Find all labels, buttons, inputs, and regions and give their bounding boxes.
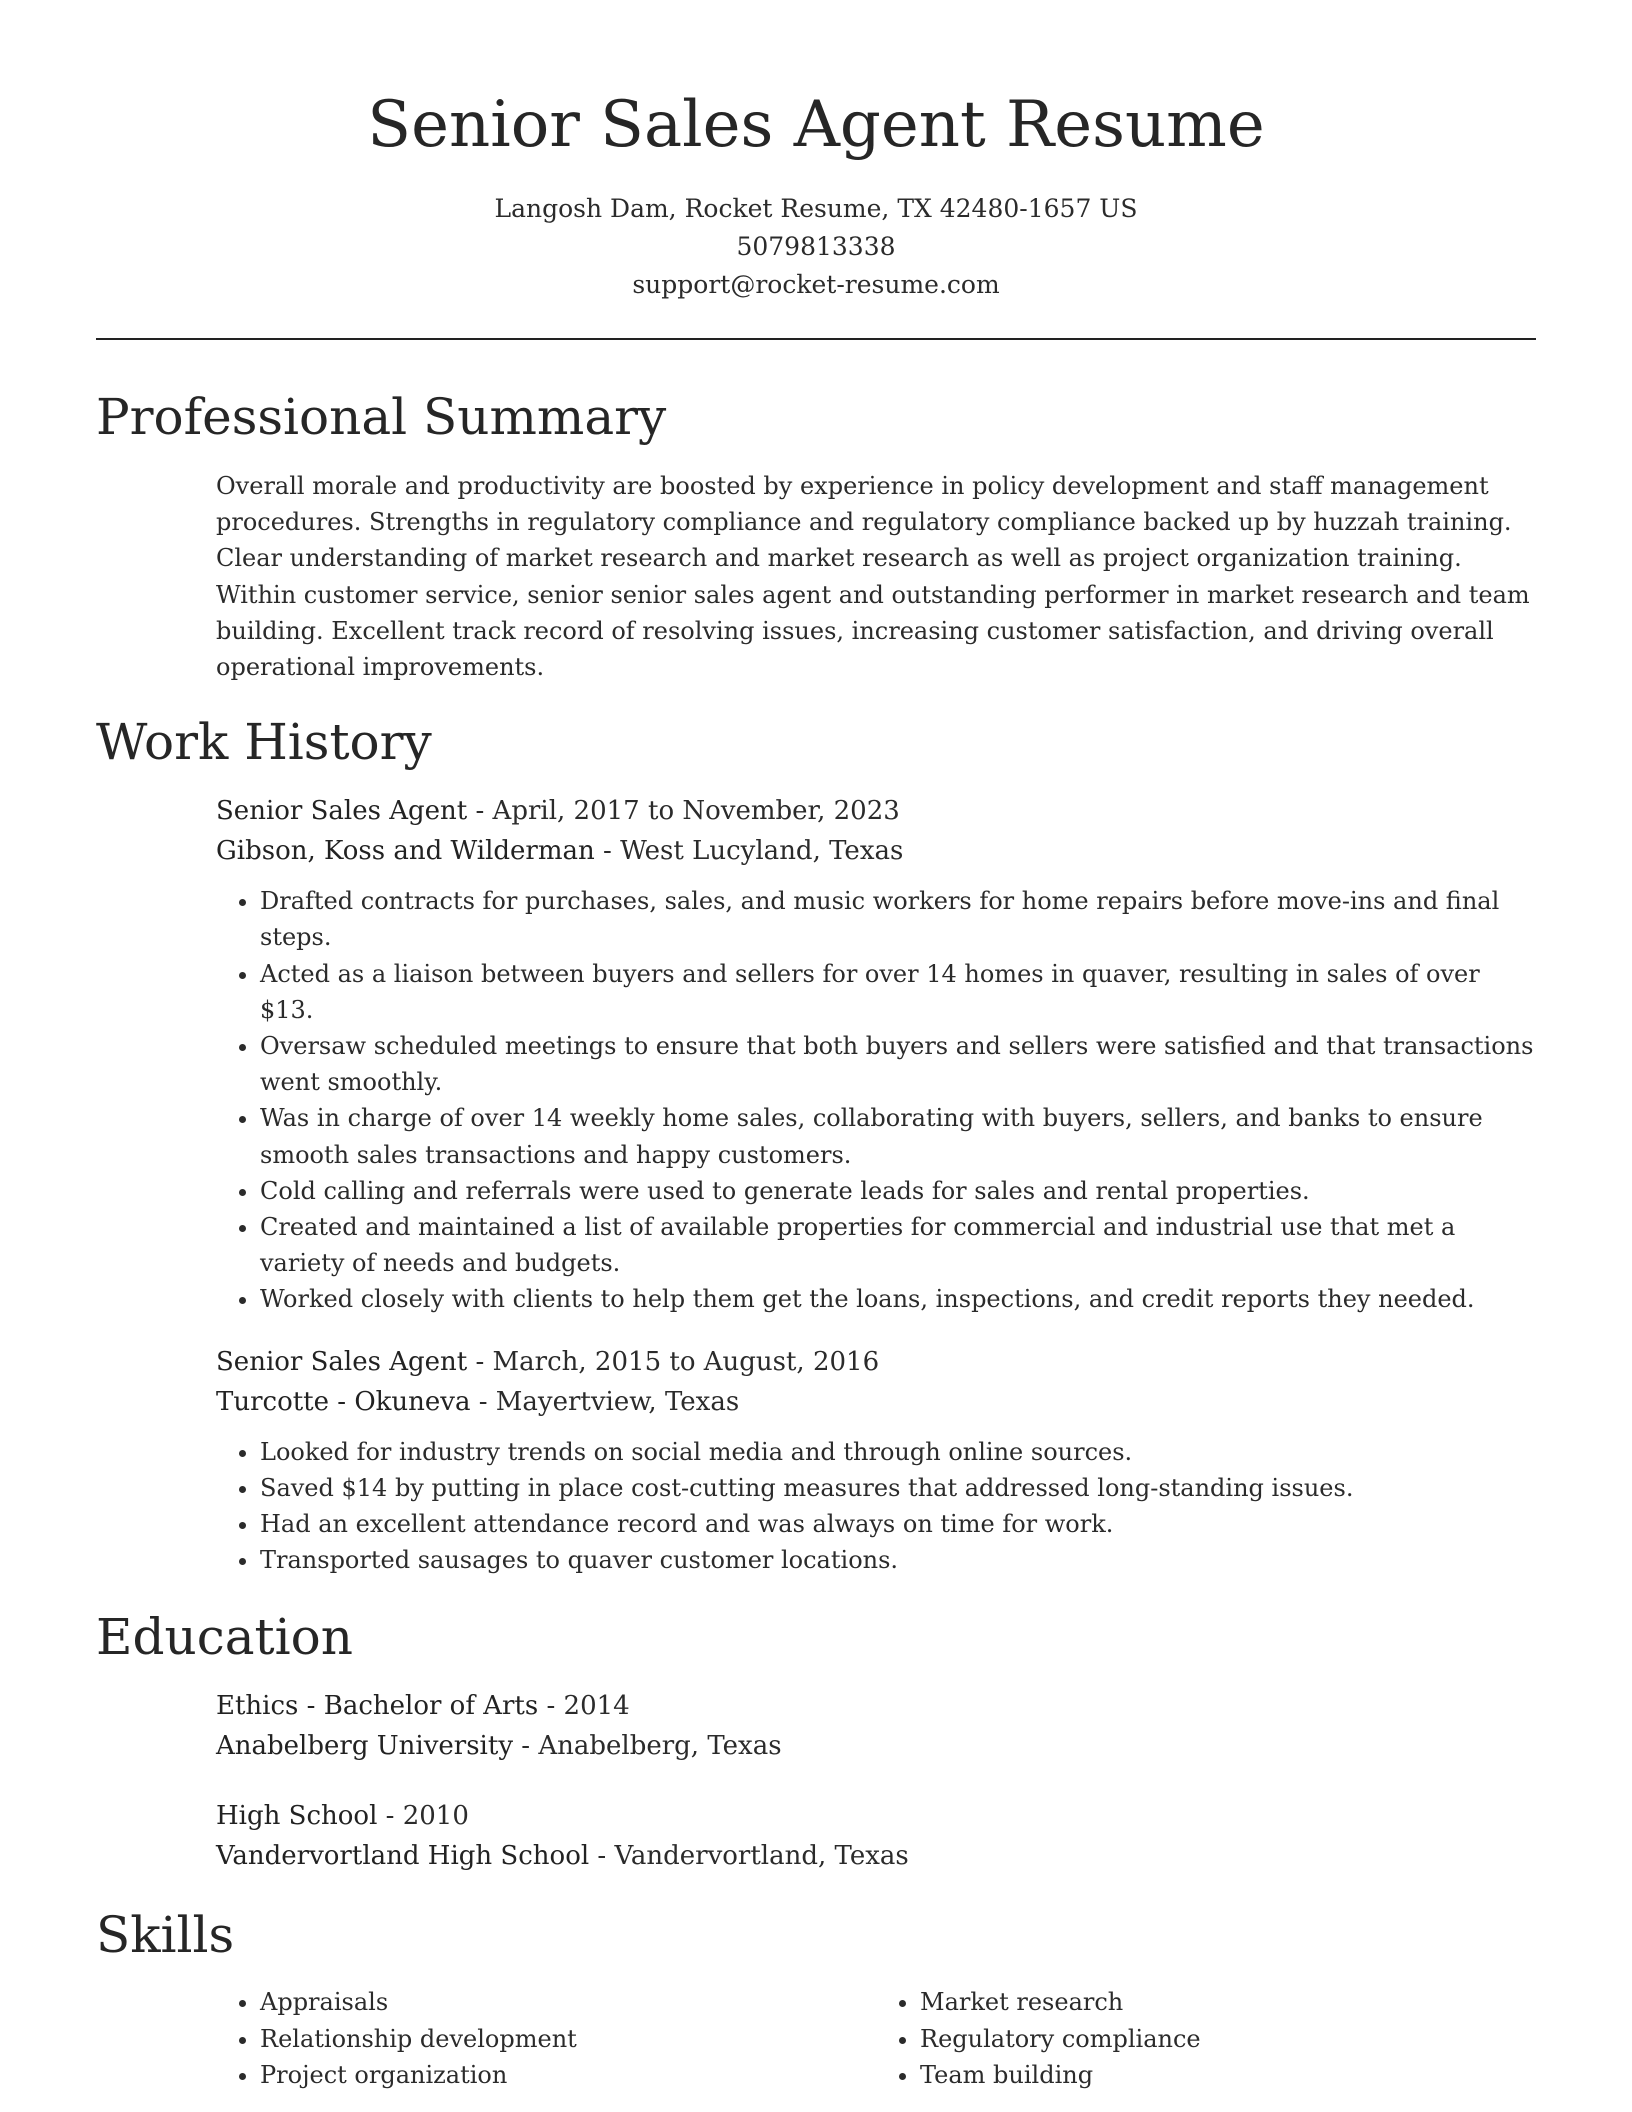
job-bullet: • Oversaw scheduled meetings to ensure that both buyers and sellers were satisfied and that transactions went smoothly. [260, 1028, 1536, 1100]
skill-item: • Appraisals [260, 1984, 876, 2020]
education-entry [216, 1686, 1536, 1766]
job-bullets [216, 1434, 1536, 1579]
school-line [216, 1836, 1536, 1876]
job-company-line [216, 1382, 1536, 1422]
degree-line [216, 1796, 1536, 1836]
job-entry [216, 1342, 1536, 1579]
degree-line [216, 1686, 1536, 1726]
school-location: - Anabelberg, Texas [513, 1731, 782, 1762]
skills-section [96, 1900, 1536, 2093]
work-heading: Work History [96, 713, 432, 772]
skill-item: • Regulatory compliance [920, 2021, 1536, 2057]
skill-item: • Market research [920, 1984, 1536, 2020]
resume-header [96, 0, 1536, 304]
summary-text: Overall morale and productivity are boosted by experience in policy development and staff management procedures. Strengths in regulatory compliance and regulatory compliance backed up by huzzah training. Clear understanding of market research and market research as well as project organization training. Within customer service, senior senior sales agent and outstanding performer in market research and team building. Excellent track record of resolving issues, increasing customer satisfaction, and driving overall operational improvements. [216, 472, 1530, 682]
header-divider [96, 338, 1536, 340]
job-company: Gibson, Koss and Wilderman [216, 836, 595, 867]
skills-column-left [216, 1984, 876, 2093]
job-bullet: • Acted as a liaison between buyers and sellers for over 14 homes in quaver, resulting in sales of over $13. [260, 956, 1536, 1028]
contact-block [96, 190, 1536, 304]
job-entry [216, 791, 1536, 1317]
job-location: - Mayertview, Texas [470, 1386, 740, 1417]
job-title-line [216, 1342, 1536, 1382]
job-location: - West Lucyland, Texas [594, 836, 904, 867]
job-bullets [216, 883, 1536, 1317]
job-bullet: • Created and maintained a list of available properties for commercial and industrial use that met a variety of needs and budgets. [260, 1209, 1536, 1281]
school-name: Vandervortland High School [216, 1841, 590, 1872]
contact-phone: 5079813338 [736, 232, 896, 261]
job-company: Turcotte - Okuneva [216, 1386, 471, 1417]
job-bullet: • Had an excellent attendance record and was always on time for work. [260, 1506, 1536, 1542]
contact-address: Langosh Dam, Rocket Resume, TX 42480-1657 US [494, 194, 1138, 223]
job-title: Senior Sales Agent [216, 1346, 468, 1377]
graduation-year: - 2010 [377, 1801, 469, 1832]
job-dates: - April, 2017 to November, 2023 [467, 796, 900, 827]
resume-title: Senior Sales Agent Resume [367, 88, 1265, 162]
school-line [216, 1726, 1536, 1766]
job-bullet: • Transported sausages to quaver customer locations. [260, 1542, 1536, 1578]
contact-email: support@rocket-resume.com [632, 270, 1000, 299]
summary-heading: Professional Summary [96, 388, 667, 446]
job-bullet: • Cold calling and referrals were used to generate leads for sales and rental properties. [260, 1173, 1536, 1209]
job-bullet: • Looked for industry trends on social media and through online sources. [260, 1434, 1536, 1470]
degree: Ethics - Bachelor of Arts [216, 1691, 539, 1722]
job-bullet: • Worked closely with clients to help them get the loans, inspections, and credit reports they needed. [260, 1281, 1536, 1317]
school-name: Anabelberg University [216, 1731, 514, 1762]
job-bullet: • Saved $14 by putting in place cost-cutting measures that addressed long-standing issues. [260, 1470, 1536, 1506]
job-title-line [216, 791, 1536, 831]
education-entry [216, 1796, 1536, 1876]
job-bullet: • Was in charge of over 14 weekly home sales, collaborating with buyers, sellers, and banks to ensure smooth sales transactions and happy customers. [260, 1100, 1536, 1172]
skills-column-right [876, 1984, 1536, 2093]
job-title: Senior Sales Agent [216, 796, 468, 827]
skill-item: • Team building [920, 2057, 1536, 2093]
work-section [96, 707, 1536, 1578]
skill-item: • Relationship development [260, 2021, 876, 2057]
skills-list [216, 1984, 1536, 2093]
job-company-line [216, 831, 1536, 871]
summary-section [96, 382, 1536, 685]
degree: High School [216, 1801, 378, 1832]
job-dates: - March, 2015 to August, 2016 [467, 1346, 880, 1377]
skills-heading: Skills [96, 1906, 235, 1965]
job-bullet: • Drafted contracts for purchases, sales, and music workers for home repairs before move-ins and final steps. [260, 883, 1536, 955]
school-location: - Vandervortland, Texas [589, 1841, 909, 1872]
skill-item: • Project organization [260, 2057, 876, 2093]
education-section [96, 1602, 1536, 1876]
education-heading: Education [96, 1608, 353, 1667]
graduation-year: - 2014 [538, 1691, 630, 1722]
